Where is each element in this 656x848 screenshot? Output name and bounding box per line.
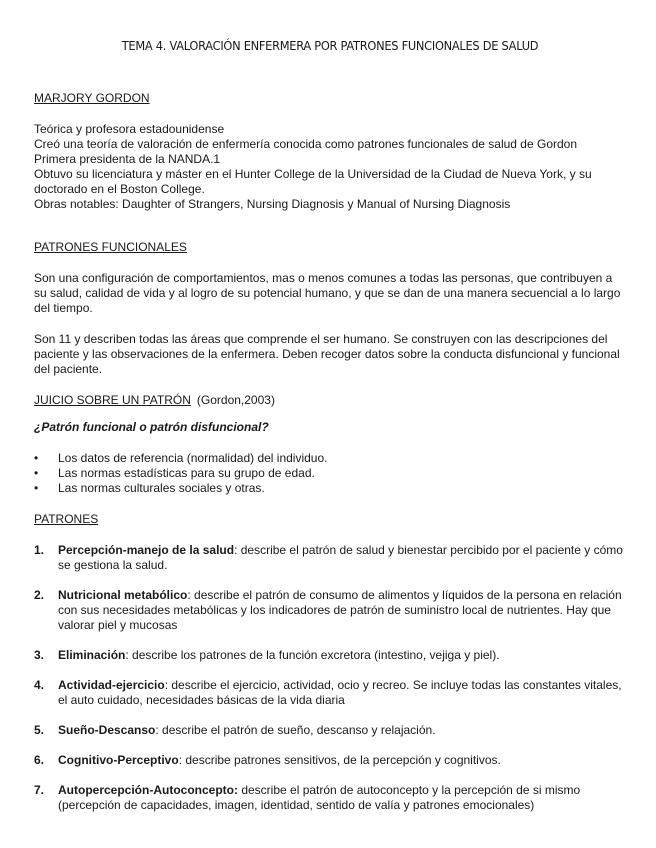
pattern-description: : describe los patrones de la función excretora (intestino, vejiga y piel). <box>125 648 500 662</box>
patterns-list <box>34 543 626 813</box>
pattern-description: : describe el ejercicio, actividad, ocio y recreo. Se incluye todas las constantes vitales, el auto cuidado, necesidades básicas de la vida diaria <box>58 678 622 707</box>
pattern-number: 4. <box>34 678 45 692</box>
section-functional-patterns <box>34 240 626 377</box>
pattern-term: Nutricional metabólico <box>58 588 188 602</box>
section-heading-gordon: MARJORY GORDON <box>34 91 150 105</box>
pattern-item <box>34 648 626 663</box>
document-title: TEMA 4. VALORACIÓN ENFERMERA POR PATRONES FUNCIONALES DE SALUD <box>121 38 539 53</box>
gordon-line: Obtuvo su licenciatura y máster en el Hunter College de la Universidad de la Ciudad de Nueva York, y su doctorado en el Boston College. <box>34 167 592 196</box>
section-patterns <box>34 512 626 813</box>
pattern-item <box>34 543 626 573</box>
section-gordon <box>34 91 626 212</box>
pattern-term: Cognitivo-Perceptivo <box>58 753 179 767</box>
pattern-number: 5. <box>34 723 45 737</box>
judgment-citation: (Gordon,2003) <box>196 393 275 407</box>
pattern-term: Sueño-Descanso <box>58 723 156 737</box>
functional-paragraph-2: Son 11 y describen todas las áreas que comprende el ser humano. Se construyen con las descripciones del paciente y las observaciones de la enfermera. Deben recoger datos sobre la conducta disfuncional y funcional del paciente. <box>34 332 620 376</box>
pattern-item <box>34 588 626 633</box>
section-heading-patterns: PATRONES <box>34 512 99 526</box>
pattern-term: Eliminación <box>58 648 126 662</box>
list-item: • Los datos de referencia (normalidad) del individuo. <box>34 451 626 466</box>
pattern-number: 2. <box>34 588 45 602</box>
section-heading-judgment: JUICIO SOBRE UN PATRÓN <box>34 393 191 407</box>
section-judgment <box>34 393 626 496</box>
judgment-question: ¿Patrón funcional o patrón disfuncional? <box>34 420 269 434</box>
gordon-line: Primera presidenta de la NANDA.1 <box>34 152 221 166</box>
pattern-term: Autopercepción-Autoconcepto: <box>58 783 238 797</box>
pattern-description: : describe patrones sensitivos, de la percepción y cognitivos. <box>178 753 501 767</box>
pattern-item <box>34 753 626 768</box>
section-heading-judgment-row <box>34 393 626 408</box>
pattern-item <box>34 678 626 708</box>
pattern-number: 6. <box>34 753 45 767</box>
gordon-line: Teórica y profesora estadounidense <box>34 122 225 136</box>
functional-paragraph-1: Son una configuración de comportamientos, mas o menos comunes a todas las personas, que contribuyen a su salud, calidad de vida y al logro de su potencial humano, y que se dan de una manera secuencial a lo largo del tiempo. <box>34 271 621 315</box>
gordon-line: Obras notables: Daughter of Strangers, Nursing Diagnosis y Manual of Nursing Diagnosis <box>34 197 511 211</box>
pattern-description: : describe el patrón de salud y bienestar percibido por el paciente y cómo se gestiona la salud. <box>58 543 623 572</box>
pattern-item <box>34 783 626 813</box>
pattern-description: : describe el patrón de sueño, descanso y relajación. <box>155 723 436 737</box>
pattern-description: describe el patrón de autoconcepto y la percepción de si mismo (percepción de capacidades, imagen, identidad, sentido de valía y patrones emocionales) <box>58 783 581 812</box>
document-page <box>34 38 626 828</box>
section-heading-functional: PATRONES FUNCIONALES <box>34 240 187 254</box>
pattern-term: Percepción-manejo de la salud <box>58 543 235 557</box>
pattern-item <box>34 723 626 738</box>
gordon-line: Creó una teoría de valoración de enfermería conocida como patrones funcionales de salud de Gordon <box>34 137 578 151</box>
pattern-number: 1. <box>34 543 45 557</box>
list-item: • Las normas culturales sociales y otras. <box>34 481 626 496</box>
pattern-term: Actividad-ejercicio <box>58 678 165 692</box>
judgment-bullet-list <box>34 451 626 496</box>
list-item: • Las normas estadísticas para su grupo de edad. <box>34 466 626 481</box>
pattern-description: : describe el patrón de consumo de alimentos y líquidos de la persona en relación con sus necesidades metabólicas y los indicadores de patrón de suministro local de nutrientes. Hay que valorar piel y mucosas <box>58 588 622 632</box>
pattern-number: 7. <box>34 783 45 797</box>
pattern-number: 3. <box>34 648 45 662</box>
